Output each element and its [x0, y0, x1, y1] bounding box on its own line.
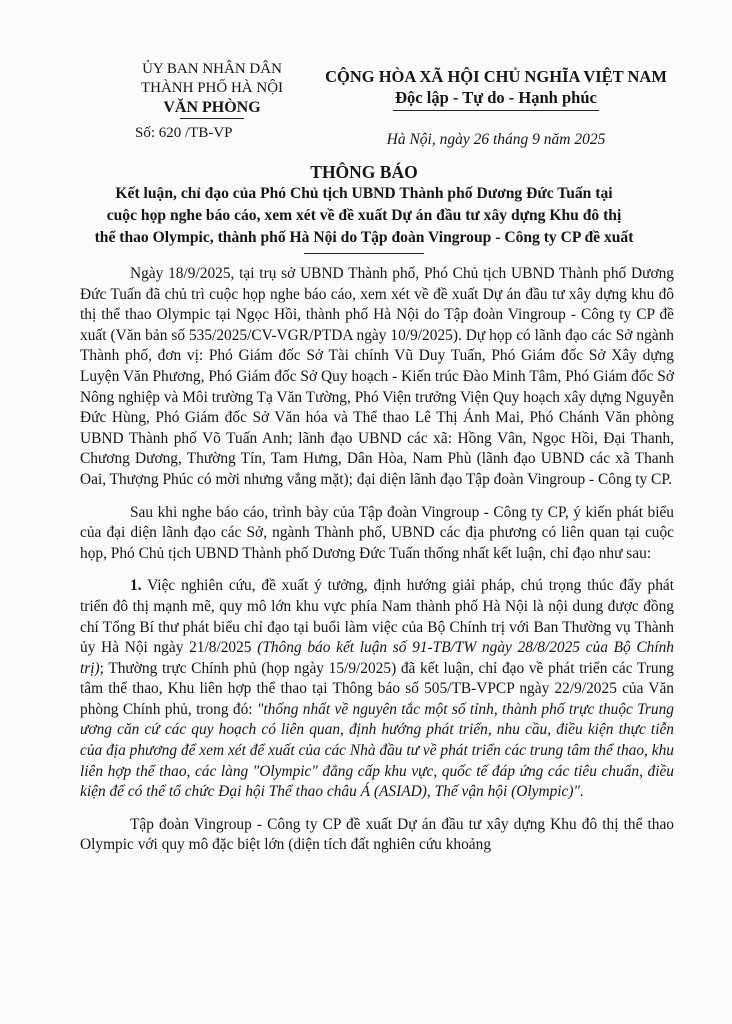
- paragraph-point-1: [80, 576, 674, 803]
- title-underline: [304, 253, 424, 254]
- title-subtitle-1: Kết luận, chỉ đạo của Phó Chủ tịch UBND Thành phố Dương Đức Tuấn tại: [115, 185, 613, 202]
- point-1-citation: (Thông báo kết luận số 91-TB/TW ngày 28/8/2025 của Bộ Chính trị): [80, 639, 674, 677]
- document-title: [60, 161, 668, 254]
- title-heading: THÔNG BÁO: [310, 162, 418, 182]
- country-name: CỘNG HÒA XÃ HỘI CHỦ NGHĨA VIỆT NAM: [325, 67, 667, 86]
- issuer-underline: [180, 118, 244, 119]
- point-1-number: 1.: [130, 577, 142, 595]
- motto-underline: [393, 110, 599, 111]
- issuer-block: [92, 60, 332, 143]
- issue-date: Hà Nội, ngày 26 tháng 9 năm 2025: [386, 131, 606, 148]
- point-1-quote: "thống nhất về nguyên tắc một số tỉnh, thành phố trực thuộc Trung ương căn cứ các quy hoạch có liên quan, định hướng phát triển, nhu cầu, điều kiện thực tiễn của địa phương để xem xét để xuất của các Nhà đầu tư về phát triển các trung tâm thể thao, khu liên hợp thể thao, các làng "Olympic" đẳng cấp khu vực, quốc tế đáp ứng các tiêu chuẩn, điều kiện để có thể tổ chức Đại hội Thể thao châu Á (ASIAD), Thế vận hội (Olympic)".: [80, 700, 675, 801]
- motto: Độc lập - Tự do - Hạnh phúc: [395, 88, 597, 107]
- paragraph-conclusion-intro: Sau khi nghe báo cáo, trình bày của Tập đoàn Vingroup - Công ty CP, ý kiến phát biểu của đại diện lãnh đạo các Sở, ngành Thành phố, UBND các địa phương có liên quan tại cuộc họp, Phó Chủ tịch UBND Thành phố Dương Đức Tuấn thống nhất kết luận, chỉ đạo như sau:: [80, 503, 674, 562]
- document-number: [92, 124, 332, 143]
- point-1-text-a: Việc nghiên cứu, đề xuất ý tưởng, định hướng giải pháp, chú trọng thúc đẩy phát triển đô thị mạnh mẽ, quy mô lớn khu vực phía Nam thành phố Hà Nội là nội dung được đồng chí Tổng Bí thư phát biểu chỉ đạo tại buổi làm việc của Bộ Chính trị với Ban Thường vụ Thành ủy Hà Nội ngày 21/8/2025: [80, 577, 674, 657]
- point-1-text-c: ; Thường trực Chính phủ (họp ngày 15/9/2025) đã kết luận, chỉ đạo về phát triển các Trung tâm thể thao, Khu liên hợp thể thao tại Thông báo số 505/TB-VPCP ngày 22/9/2025 của Văn phòng Chính phủ, trong đó:: [80, 659, 674, 718]
- paragraph-proposal: Tập đoàn Vingroup - Công ty CP đề xuất Dự án đầu tư xây dựng Khu đô thị thể thao Olympic với quy mô đặc biệt lớn (diện tích đất nghiên cứu khoảng: [80, 815, 674, 854]
- title-subtitle-3: thể thao Olympic, thành phố Hà Nội do Tập đoàn Vingroup - Công ty CP đề xuất: [94, 229, 634, 246]
- document-number-text: Số: 620 /TB-VP: [135, 125, 233, 141]
- title-subtitle-2: cuộc họp nghe báo cáo, xem xét về đề xuất Dự án đầu tư xây dựng Khu đô thị: [106, 207, 622, 224]
- national-motto: [300, 66, 692, 111]
- document-body: [80, 264, 674, 868]
- issuer-line-2: THÀNH PHỐ HÀ NỘI: [140, 80, 284, 96]
- paragraph-meeting-info: Ngày 18/9/2025, tại trụ sở UBND Thành phố, Phó Chủ tịch UBND Thành phố Dương Đức Tuấn đã chủ trì cuộc họp nghe báo cáo, xem xét về đề xuất Dự án đầu tư xây dựng khu đô thị thể thao Olympic tại Ngọc Hồi, thành phố Hà Nội do Tập đoàn Vingroup - Công ty CP đề xuất (Văn bản số 535/2025/CV-VGR/PTDA ngày 10/9/2025). Dự họp có lãnh đạo các Sở ngành Thành phố, đơn vị: Phó Giám đốc Sở Tài chính Vũ Duy Tuấn, Phó Giám đốc Sở Xây dựng Luyện Văn Phương, Phó Giám đốc Sở Quy hoạch - Kiến trúc Đào Minh Tâm, Phó Giám đốc Sở Nông nghiệp và Môi trường Tạ Văn Tường, Phó Viện trưởng Viện Quy hoạch xây dựng Nguyễn Đức Hùng, Phó Giám đốc Sở Văn hóa và Thể thao Lê Thị Ánh Mai, Phó Chánh Văn phòng UBND Thành phố Võ Tuấn Anh; lãnh đạo UBND các xã: Hồng Vân, Ngọc Hồi, Đại Thanh, Chương Dương, Thường Tín, Tam Hưng, Dân Hòa, Nam Phù (lãnh đạo UBND các xã Thanh Oai, Thượng Phúc có mời nhưng vắng mặt); đại diện lãnh đạo Tập đoàn Vingroup - Công ty CP.: [80, 265, 674, 488]
- issuer-line-1: ỦY BAN NHÂN DÂN: [142, 61, 282, 77]
- issuer-office: VĂN PHÒNG: [163, 99, 261, 116]
